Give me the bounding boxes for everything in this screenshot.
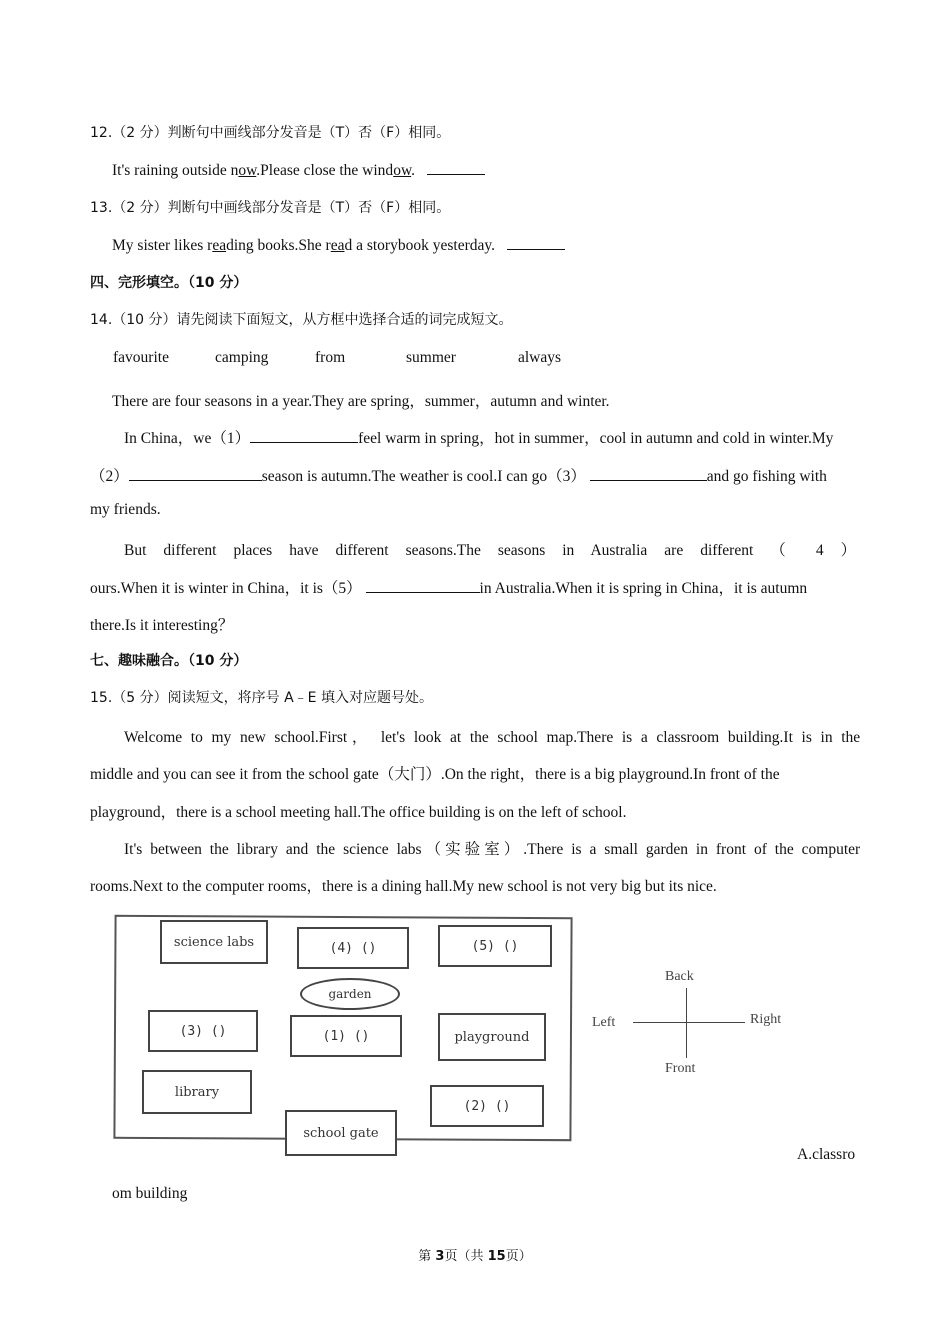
q15-line-1 <box>124 725 860 747</box>
q14-text: season is autumn.The weather is cool.I can go（3） <box>261 468 586 485</box>
q14-text: ours.When it is winter in China，it is（5） <box>90 580 362 597</box>
q15-word: school.First， <box>274 729 373 746</box>
footer-text: 页） <box>505 1249 532 1264</box>
q13-answer-blank[interactable] <box>507 235 565 250</box>
q15-word: a <box>589 841 597 858</box>
compass-front: Front <box>665 1061 696 1076</box>
q13-sentence <box>112 235 565 255</box>
q12-text-b: .Please close the wind <box>256 162 394 179</box>
map-box-2[interactable]: (2) () <box>430 1085 544 1127</box>
q15-word: computer <box>801 841 861 858</box>
q14-word: seasons.The <box>405 542 481 559</box>
q15-word: front <box>715 841 747 858</box>
map-box-4[interactable]: (4) () <box>297 927 409 969</box>
school-map <box>110 910 580 1165</box>
q12-heading: 12.（2 分）判断句中画线部分发音是（T）否（F）相同。 <box>90 125 451 141</box>
q15-word: classroom <box>656 729 720 746</box>
map-box-5[interactable]: (5) () <box>438 925 552 967</box>
q14-heading: 14.（10 分）请先阅读下面短文，从方框中选择合适的词完成短文。 <box>90 312 513 328</box>
word-bank-item: camping <box>215 349 269 366</box>
section-4-title: 四、完形填空。（10 分） <box>90 275 248 291</box>
q14-text: （2） <box>90 468 129 485</box>
q13-underline-a: ea <box>212 237 227 254</box>
blank-2[interactable] <box>129 466 262 481</box>
q14-word: have <box>289 542 319 559</box>
q15-word: is <box>801 729 812 746</box>
q14-word: 4 <box>815 542 824 559</box>
option-a-part2: om building <box>112 1185 188 1202</box>
q12-sentence <box>112 160 485 180</box>
footer-total-pages: 15 <box>487 1249 506 1264</box>
q14-line-2 <box>124 426 833 448</box>
q14-word: in <box>562 542 575 559</box>
compass-left: Left <box>592 1015 616 1030</box>
q15-word: at <box>450 729 462 746</box>
q14-word: Australia <box>590 542 648 559</box>
section-7-title: 七、趣味融合。（10 分） <box>90 653 248 669</box>
q14-word: ） <box>840 542 857 559</box>
map-library: library <box>142 1070 252 1114</box>
q15-word: and <box>285 841 309 858</box>
q13-text-a: My sister likes r <box>112 237 213 254</box>
q15-line-3: playground，there is a school meeting hall.The office building is on the left of school. <box>90 804 627 821</box>
q15-word: my <box>211 729 232 746</box>
q15-line-2: middle and you can see it from the school gate（大门）.On the right，there is a big playground.In front of the <box>90 766 780 783</box>
q14-word: （ <box>770 542 799 559</box>
compass-horizontal-line <box>633 1022 745 1023</box>
q15-word: the <box>469 729 489 746</box>
q15-word: new <box>239 729 266 746</box>
map-box-1[interactable]: (1) () <box>290 1015 402 1057</box>
q15-word: in <box>695 841 708 858</box>
map-playground: playground <box>438 1013 546 1061</box>
q14-word: different <box>163 542 217 559</box>
footer-page-number: 3 <box>435 1249 445 1264</box>
q15-word: of <box>753 841 767 858</box>
q15-word: building.It <box>727 729 793 746</box>
q15-word: library <box>236 841 278 858</box>
q15-heading: 15.（5 分）阅读短文，将序号 A﹣E 填入对应题号处。 <box>90 690 433 706</box>
q15-word: is <box>621 729 633 746</box>
q14-text: feel warm in spring，hot in summer，cool in autumn and cold in winter.My <box>358 430 834 447</box>
page-footer <box>0 1245 950 1264</box>
compass-right: Right <box>750 1012 782 1027</box>
q14-text: in Australia.When it is spring in China，it is autumn <box>479 580 808 597</box>
q15-word: school <box>497 729 538 746</box>
compass-vertical-line <box>686 988 687 1058</box>
q14-line-6 <box>90 576 807 598</box>
q13-underline-b: ea <box>330 237 345 254</box>
q13-heading: 13.（2 分）判断句中画线部分发音是（T）否（F）相同。 <box>90 200 451 216</box>
blank-1[interactable] <box>250 428 358 443</box>
option-a-part1: A.classro <box>797 1146 856 1163</box>
q15-word: Welcome <box>124 729 183 746</box>
q14-word: different <box>700 542 754 559</box>
q15-word: the <box>209 841 229 858</box>
q15-word: It's <box>124 841 143 858</box>
q15-word: to <box>190 729 203 746</box>
q15-word: labs（实验室）.There <box>396 841 564 858</box>
q14-line-3 <box>90 464 827 486</box>
q14-line-7: there.Is it interesting？ <box>90 617 234 634</box>
q14-word: seasons <box>497 542 546 559</box>
map-garden: garden <box>300 978 400 1010</box>
q14-word: But <box>124 542 147 559</box>
q12-underline-b: ow <box>393 162 412 179</box>
footer-text: 第 <box>418 1249 436 1264</box>
q14-word: are <box>664 542 684 559</box>
map-box-3[interactable]: (3) () <box>148 1010 258 1052</box>
q15-line-4 <box>124 837 860 859</box>
map-school-gate: school gate <box>285 1110 397 1156</box>
q15-word: garden <box>645 841 688 858</box>
blank-3[interactable] <box>590 466 707 481</box>
q12-text-a: It's raining outside n <box>112 162 239 179</box>
q15-word: between <box>150 841 202 858</box>
q14-word: places <box>233 542 273 559</box>
q14-line-4: my friends. <box>90 501 161 518</box>
q15-word: is <box>571 841 582 858</box>
word-bank-item: favourite <box>113 349 169 366</box>
word-bank-item: always <box>518 349 562 366</box>
q15-word: let's <box>380 729 406 746</box>
q15-word: the <box>841 729 861 746</box>
q12-answer-blank[interactable] <box>427 160 485 175</box>
q15-word: map.There <box>546 729 614 746</box>
q15-word: the <box>774 841 794 858</box>
q12-underline-a: ow <box>238 162 257 179</box>
q14-word: different <box>335 542 389 559</box>
q15-word: in <box>820 729 833 746</box>
blank-5[interactable] <box>366 578 480 593</box>
word-bank-item: summer <box>406 349 456 366</box>
q13-text-b: ding books.She r <box>226 237 331 254</box>
q15-line-5: rooms.Next to the computer rooms，there is a dining hall.My new school is not very big but its nice. <box>90 878 717 895</box>
compass <box>590 965 800 1080</box>
q12-text-c: . <box>411 162 415 179</box>
q15-word: a <box>640 729 648 746</box>
q14-line-5 <box>124 538 856 560</box>
map-science-labs: science labs <box>160 920 268 964</box>
word-bank-item: from <box>315 349 346 366</box>
footer-text: 页（共 <box>444 1249 488 1264</box>
q15-word: small <box>604 841 638 858</box>
q15-word: science <box>343 841 389 858</box>
q15-word: the <box>316 841 336 858</box>
q13-text-c: d a storybook yesterday. <box>344 237 495 254</box>
q15-word: look <box>413 729 442 746</box>
compass-back: Back <box>665 969 694 984</box>
q14-para-1: There are four seasons in a year.They are spring，summer，autumn and winter. <box>112 393 610 410</box>
q14-text: In China，we（1） <box>124 430 251 447</box>
q14-text: and go fishing with <box>706 468 827 485</box>
